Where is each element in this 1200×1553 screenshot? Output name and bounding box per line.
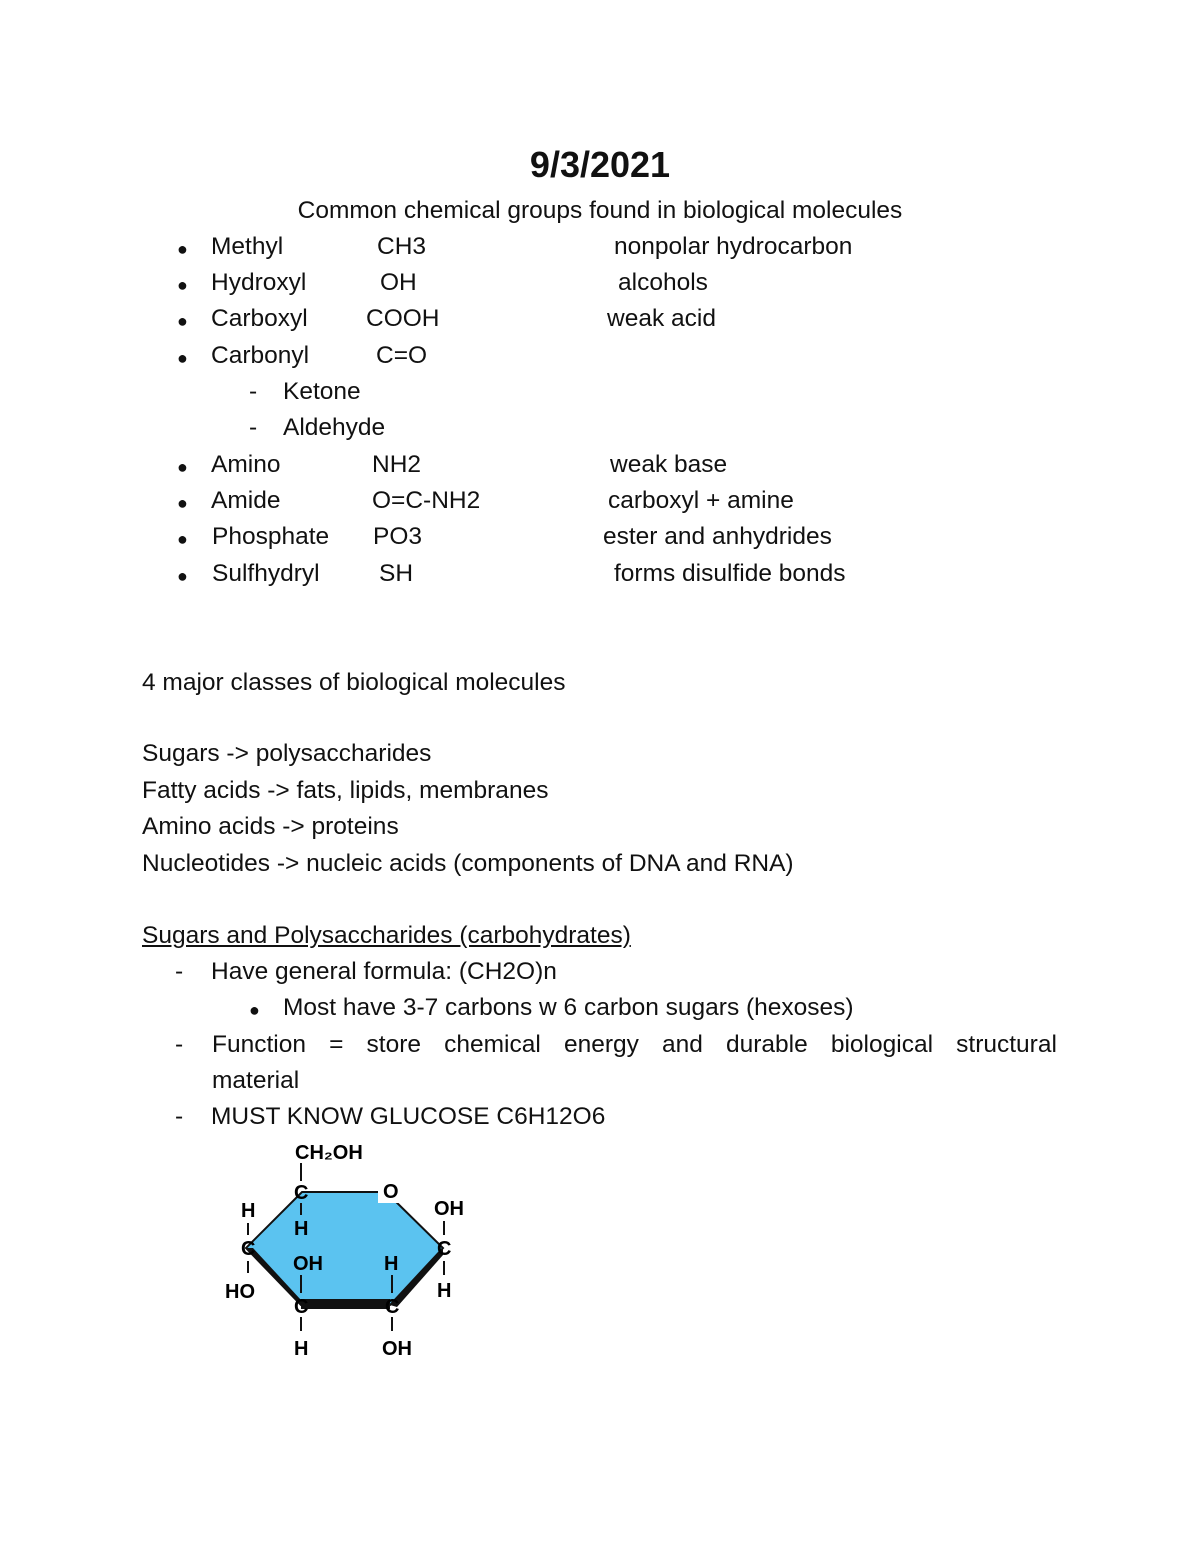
carbonyl-sub: Aldehyde bbox=[283, 414, 386, 441]
sugars-heading: Sugars and Polysaccharides (carbohydrates) bbox=[142, 922, 631, 949]
bullet-icon: ● bbox=[177, 275, 188, 295]
group-formula: O=C-NH2 bbox=[372, 487, 481, 514]
sugar-formula-sub: Most have 3-7 carbons w 6 carbon sugars (hexoses) bbox=[283, 994, 854, 1021]
function-word: biological bbox=[830, 1031, 934, 1058]
dash-icon: - bbox=[175, 1031, 184, 1058]
function-word: chemical bbox=[444, 1031, 541, 1058]
dash-icon: - bbox=[175, 958, 184, 985]
atom-label: CH₂OH bbox=[295, 1142, 363, 1164]
group-formula: COOH bbox=[366, 305, 440, 332]
group-note: weak acid bbox=[607, 305, 716, 332]
glucose-diagram bbox=[215, 1135, 485, 1365]
atom-label: H bbox=[241, 1200, 256, 1222]
function-word: energy bbox=[563, 1031, 639, 1058]
group-name: Phosphate bbox=[212, 523, 330, 550]
atom-label: C bbox=[294, 1296, 309, 1318]
group-note: weak base bbox=[610, 451, 728, 478]
bullet-icon: ● bbox=[177, 529, 188, 549]
class-line: Nucleotides -> nucleic acids (components of DNA and RNA) bbox=[142, 850, 794, 877]
group-name: Carboxyl bbox=[211, 305, 308, 332]
atom-label: H bbox=[384, 1253, 399, 1275]
group-formula: CH3 bbox=[377, 233, 427, 260]
function-word: structural bbox=[956, 1031, 1057, 1058]
group-note: forms disulfide bonds bbox=[614, 560, 846, 587]
atom-label: H bbox=[294, 1218, 309, 1240]
function-word: store bbox=[366, 1031, 421, 1058]
function-line-cont: material bbox=[212, 1067, 300, 1094]
atom-label: HO bbox=[225, 1281, 255, 1303]
group-note: carboxyl + amine bbox=[608, 487, 794, 514]
group-name: Carbonyl bbox=[211, 342, 310, 369]
atom-label: OH bbox=[293, 1253, 323, 1275]
page-title: 9/3/2021 bbox=[529, 144, 671, 185]
function-line bbox=[212, 1033, 1057, 1058]
function-word: Function bbox=[212, 1031, 306, 1058]
glucose-line: MUST KNOW GLUCOSE C6H12O6 bbox=[211, 1103, 606, 1130]
group-name: Amide bbox=[211, 487, 281, 514]
atom-label: OH bbox=[382, 1338, 412, 1360]
group-name: Sulfhydryl bbox=[212, 560, 320, 587]
group-formula: NH2 bbox=[372, 451, 422, 478]
function-word: = bbox=[329, 1031, 344, 1058]
function-word: and bbox=[661, 1031, 703, 1058]
atom-label: O bbox=[383, 1181, 399, 1203]
atom-label: C bbox=[241, 1238, 256, 1260]
class-line: Sugars -> polysaccharides bbox=[142, 740, 432, 767]
atom-label: H bbox=[437, 1280, 452, 1302]
sugar-formula-line: Have general formula: (CH2O)n bbox=[211, 958, 557, 985]
group-name: Amino bbox=[211, 451, 281, 478]
atom-label: OH bbox=[434, 1198, 464, 1220]
group-note: ester and anhydrides bbox=[603, 523, 832, 550]
dash-icon: - bbox=[249, 414, 258, 441]
bullet-icon: ● bbox=[249, 1000, 260, 1020]
group-name: Hydroxyl bbox=[211, 269, 307, 296]
group-note: nonpolar hydrocarbon bbox=[614, 233, 853, 260]
wedge-bond bbox=[301, 1299, 390, 1309]
group-note: alcohols bbox=[618, 269, 708, 296]
classes-heading: 4 major classes of biological molecules bbox=[142, 669, 566, 696]
group-formula: OH bbox=[380, 269, 417, 296]
class-line: Amino acids -> proteins bbox=[142, 813, 399, 840]
dash-icon: - bbox=[175, 1103, 184, 1130]
bullet-icon: ● bbox=[177, 348, 188, 368]
groups-heading: Common chemical groups found in biological molecules bbox=[297, 197, 903, 224]
atom-label: C bbox=[385, 1296, 400, 1318]
group-formula: PO3 bbox=[373, 523, 423, 550]
carbonyl-sub: Ketone bbox=[283, 378, 361, 405]
function-word: durable bbox=[726, 1031, 808, 1058]
bullet-icon: ● bbox=[177, 566, 188, 586]
dash-icon: - bbox=[249, 378, 258, 405]
bullet-icon: ● bbox=[177, 311, 188, 331]
atom-label: C bbox=[294, 1182, 309, 1204]
class-line: Fatty acids -> fats, lipids, membranes bbox=[142, 777, 549, 804]
atom-label: H bbox=[294, 1338, 309, 1360]
group-formula: C=O bbox=[376, 342, 428, 369]
group-name: Methyl bbox=[211, 233, 284, 260]
group-formula: SH bbox=[379, 560, 414, 587]
bullet-icon: ● bbox=[177, 457, 188, 477]
bullet-icon: ● bbox=[177, 239, 188, 259]
atom-label: C bbox=[437, 1238, 452, 1260]
bullet-icon: ● bbox=[177, 493, 188, 513]
